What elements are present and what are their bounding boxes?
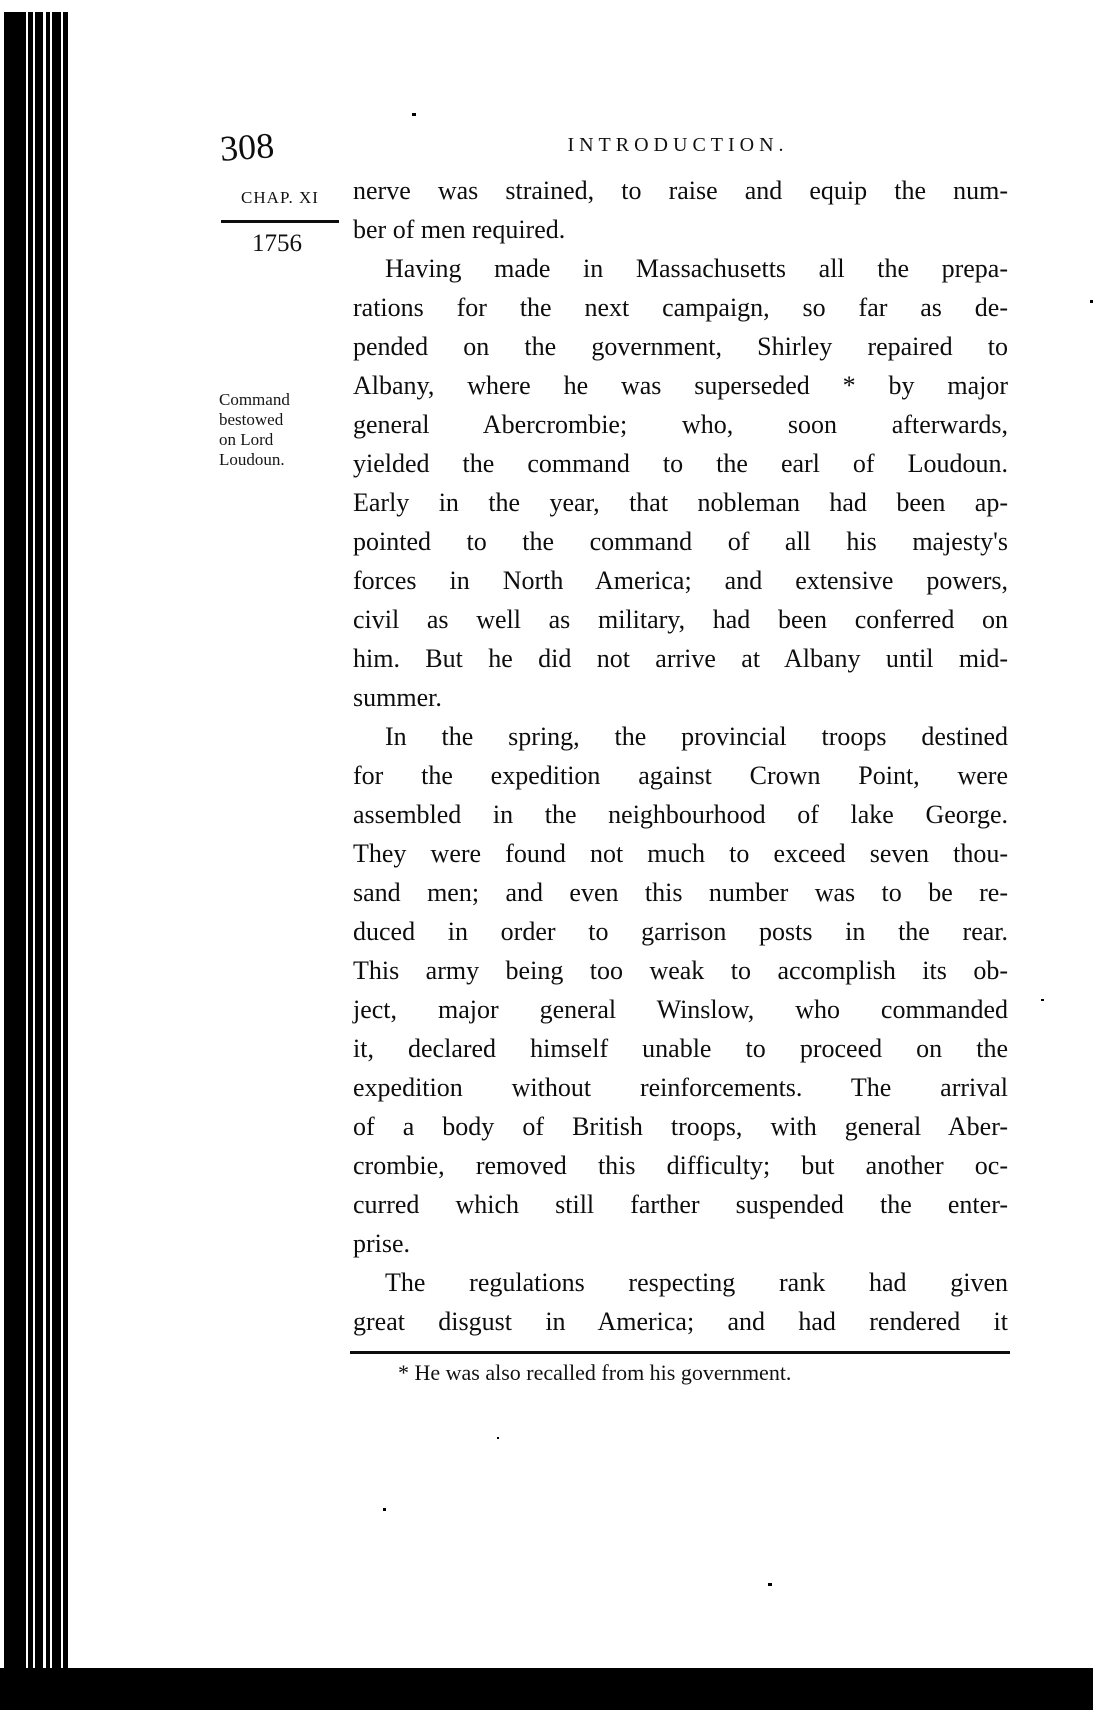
running-header: INTRODUCTION. <box>567 134 789 156</box>
scan-speck <box>1090 300 1093 303</box>
scan-speck <box>497 1437 499 1439</box>
body-line: it, declared himself unable to proceed on the <box>353 1034 1008 1063</box>
page-number: 308 <box>218 125 276 169</box>
sidenote-line: bestowed <box>219 410 284 429</box>
body-line: Albany, where he was superseded * by major <box>353 371 1008 400</box>
body-line: for the expedition against Crown Point, were <box>353 761 1008 790</box>
footnote-rule <box>350 1351 1010 1354</box>
body-line: ber of men required. <box>353 215 566 244</box>
body-line: nerve was strained, to raise and equip the num- <box>353 176 1008 205</box>
year-label: 1756 <box>252 230 302 257</box>
body-line: prise. <box>353 1229 411 1258</box>
body-line: Early in the year, that nobleman had been ap- <box>353 488 1008 517</box>
body-line: him. But he did not arrive at Albany until mid- <box>353 644 1008 673</box>
body-line: forces in North America; and extensive powers, <box>353 566 1008 595</box>
body-line: This army being too weak to accomplish its ob- <box>353 956 1008 985</box>
body-line: assembled in the neighbourhood of lake George. <box>353 800 1008 829</box>
scan-speck <box>1041 999 1044 1001</box>
body-line: rations for the next campaign, so far as de- <box>353 293 1008 322</box>
body-line: In the spring, the provincial troops destined <box>385 722 1008 751</box>
body-line: crombie, removed this difficulty; but another oc- <box>353 1151 1008 1180</box>
book-binding-gutter <box>0 12 72 1672</box>
body-line: pointed to the command of all his majesty's <box>353 527 1008 556</box>
body-line: yielded the command to the earl of Loudoun. <box>353 449 1008 478</box>
body-line: The regulations respecting rank had given <box>385 1268 1008 1297</box>
body-line: great disgust in America; and had rendered it <box>353 1307 1008 1336</box>
scan-speck <box>768 1583 772 1586</box>
body-line: civil as well as military, had been conferred on <box>353 605 1008 634</box>
chapter-rule <box>221 220 339 223</box>
body-line: expedition without reinforcements. The arrival <box>353 1073 1008 1102</box>
sidenote-line: Command <box>219 390 290 409</box>
scan-bottom-bar <box>0 1668 1093 1710</box>
body-line: summer. <box>353 683 442 712</box>
scan-speck <box>383 1508 386 1511</box>
body-line: general Abercrombie; who, soon afterwards, <box>353 410 1008 439</box>
body-line: They were found not much to exceed seven thou- <box>353 839 1008 868</box>
body-line: of a body of British troops, with general Aber- <box>353 1112 1008 1141</box>
chapter-label: CHAP. XI <box>241 188 319 207</box>
body-line: curred which still farther suspended the enter- <box>353 1190 1008 1219</box>
body-line: ject, major general Winslow, who commanded <box>353 995 1008 1024</box>
body-text-column <box>353 176 1008 1346</box>
sidenote-line: on Lord <box>219 430 274 449</box>
margin-sidenote <box>219 390 339 470</box>
footnote-text: * He was also recalled from his government. <box>398 1360 792 1385</box>
body-line: duced in order to garrison posts in the rear. <box>353 917 1008 946</box>
body-line: pended on the government, Shirley repaired to <box>353 332 1008 361</box>
body-line: sand men; and even this number was to be re- <box>353 878 1008 907</box>
body-line: Having made in Massachusetts all the prepa- <box>385 254 1008 283</box>
scan-speck <box>412 113 416 116</box>
sidenote-line: Loudoun. <box>219 450 285 469</box>
